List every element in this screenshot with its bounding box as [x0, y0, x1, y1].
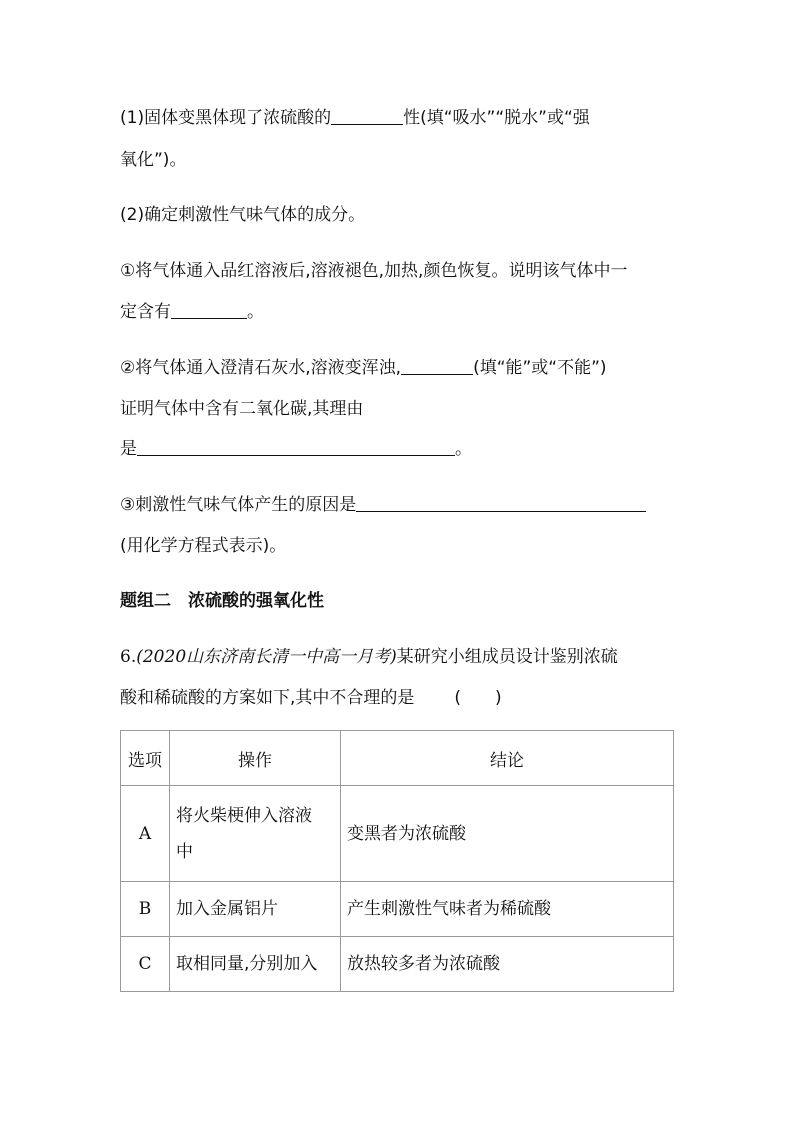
header-conclusion: 结论: [341, 731, 674, 786]
q5-part1-text-b: 性(填“吸水”“脱水”或“强: [403, 108, 590, 128]
operation-line: 加入金属铝片: [176, 899, 278, 919]
q5-step3-line2: (用化学方程式表示)。: [120, 536, 287, 556]
q5-step1-text: 定含有: [120, 302, 171, 322]
q5-step2-line2: 证明气体中含有二氧化碳,其理由: [120, 399, 364, 419]
table-row: [121, 937, 674, 992]
conclusion-cell: [341, 786, 674, 882]
conclusion-text: 产生刺激性气味者为稀硫酸: [347, 899, 551, 919]
q5-step1-line1: ①将气体通入品红溶液后,溶液褪色,加热,颜色恢复。说明该气体中一: [120, 261, 628, 281]
q5-part1-line2: 氧化”)。: [120, 150, 187, 170]
q5-part1-text-a: (1)固体变黑体现了浓硫酸的: [120, 108, 332, 128]
answer-blank[interactable]: [171, 302, 247, 319]
header-option: 选项: [121, 731, 170, 786]
options-table: [120, 730, 674, 992]
answer-blank[interactable]: [331, 108, 403, 125]
q6-stem-line1: [120, 645, 618, 669]
operation-line: 将火柴梗伸入溶液: [176, 805, 312, 826]
q5-step2-text-a: ②将气体通入澄清石灰水,溶液变浑浊,: [120, 358, 402, 378]
answer-blank[interactable]: [356, 495, 646, 512]
q6-stem-text-b: 酸和稀硫酸的方案如下,其中不合理的是: [120, 688, 415, 708]
operation-cell: [170, 786, 341, 882]
option-label: C: [121, 937, 170, 992]
option-label: A: [121, 786, 170, 882]
conclusion-text: 变黑者为浓硫酸: [347, 823, 466, 844]
conclusion-cell: [341, 882, 674, 937]
operation-line: 中: [176, 841, 193, 862]
table-header-row: [121, 731, 674, 786]
q5-step3-line1: [120, 493, 646, 517]
answer-paren[interactable]: ( ): [454, 688, 502, 708]
q5-part2-heading: (2)确定刺激性气味气体的成分。: [120, 205, 366, 225]
q5-step2-text-b: (填“能”或“不能”): [473, 358, 607, 378]
operation-cell: [170, 882, 341, 937]
q5-step2-end: 。: [455, 439, 472, 459]
q5-step1-end: 。: [247, 302, 264, 322]
option-label: B: [121, 882, 170, 937]
conclusion-text: 放热较多者为浓硫酸: [347, 954, 500, 974]
operation-line: 取相同量,分别加入: [176, 954, 318, 974]
conclusion-cell: [341, 937, 674, 992]
q6-stem-text-a: 某研究小组成员设计鉴别浓硫: [396, 647, 618, 667]
table-row: [121, 786, 674, 882]
group-heading: 题组二 浓硫酸的强氧化性: [120, 591, 324, 611]
table-row: [121, 882, 674, 937]
q5-step1-line2: [120, 300, 264, 324]
answer-blank[interactable]: [401, 358, 473, 375]
q6-source: (2020山东济南长清一中高一月考): [136, 647, 397, 667]
q6-stem-line2: [120, 686, 502, 710]
q5-step2-line3: [120, 437, 472, 461]
q5-step3-text: ③刺激性气味气体产生的原因是: [120, 495, 357, 515]
q6-number: 6.: [120, 647, 137, 667]
q5-part1-line1: [120, 106, 590, 130]
q5-step2-text-d: 是: [120, 439, 137, 459]
operation-cell: [170, 937, 341, 992]
header-operation: 操作: [170, 731, 341, 786]
q5-step2-line1: [120, 356, 607, 380]
answer-blank[interactable]: [137, 439, 455, 456]
